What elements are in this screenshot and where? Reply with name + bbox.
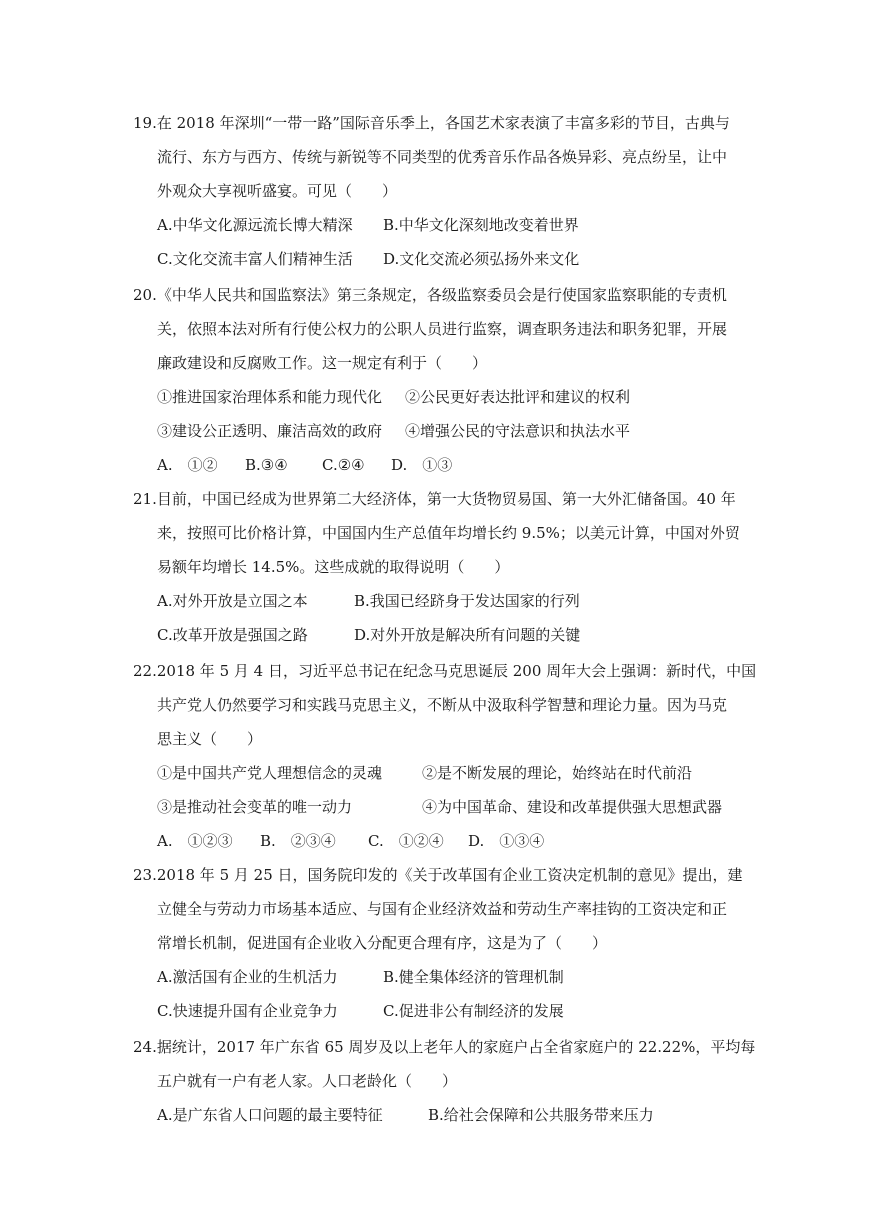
question-20-statement-4: ④增强公民的守法意识和执法水平 [405,422,631,440]
question-20-choice-a: A. ①② [157,456,218,474]
question-20-choice-d: D. ①③ [391,456,453,474]
question-20-line-2: 关，依照本法对所有行使公权力的公职人员进行监察，调查职务违法和职务犯罪，开展 [157,320,728,338]
question-22-choice-b: B. ②③④ [260,832,336,850]
question-19-line-2: 流行、东方与西方、传统与新锐等不同类型的优秀音乐作品各焕异彩、亮点纷呈，让中 [157,148,728,166]
question-19-line-1: 19.在 2018 年深圳“一带一路”国际音乐季上，各国艺术家表演了丰富多彩的节目，古典与 [133,114,730,132]
question-23-option-d: C.促进非公有制经济的发展 [383,1002,564,1020]
question-20-statement-1: ①推进国家治理体系和能力现代化 [157,388,383,406]
question-24-option-b: B.给社会保障和公共服务带来压力 [428,1106,654,1124]
question-21-option-b: B.我国已经跻身于发达国家的行列 [354,592,580,610]
question-23-option-a: A.激活国有企业的生机活力 [157,968,338,986]
question-21-line-3: 易额年均增长 14.5%。这些成就的取得说明（ ） [157,558,510,576]
question-20-choice-c: C.②④ [322,456,365,474]
question-23-line-2: 立健全与劳动力市场基本适应、与国有企业经济效益和劳动生产率挂钩的工资决定和正 [157,900,728,918]
question-23-line-1: 23.2018 年 5 月 25 日，国务院印发的《关于改革国有企业工资决定机制的意见》提出，建 [133,866,743,884]
question-24-line-2: 五户就有一户有老人家。人口老龄化（ ） [157,1072,458,1090]
question-22-choice-c: C. ①②④ [368,832,444,850]
question-19-option-c: C.文化交流丰富人们精神生活 [157,250,353,268]
question-22-statement-3: ③是推动社会变革的唯一动力 [157,798,353,816]
question-24-line-1: 24.据统计，2017 年广东省 65 周岁及以上老年人的家庭户占全省家庭户的 22.22%，平均每 [133,1038,756,1056]
question-22-line-3: 思主义（ ） [157,730,263,748]
question-22-choice-d: D. ①③④ [468,832,545,850]
question-19-option-a: A.中华文化源远流长博大精深 [157,216,353,234]
question-19-option-b: B.中华文化深刻地改变着世界 [383,216,579,234]
question-23-option-b: B.健全集体经济的管理机制 [383,968,564,986]
question-21-option-d: D.对外开放是解决所有问题的关键 [354,626,581,644]
question-19-line-3: 外观众大享视听盛宴。可见（ ） [157,182,398,200]
question-22-line-2: 共产党人仍然要学习和实践马克思主义，不断从中汲取科学智慧和理论力量。因为马克 [157,696,728,714]
question-24-option-a: A.是广东省人口问题的最主要特征 [157,1106,383,1124]
question-23-option-c: C.快速提升国有企业竞争力 [157,1002,338,1020]
question-23-line-3: 常增长机制，促进国有企业收入分配更合理有序，这是为了（ ） [157,934,608,952]
question-21-line-2: 来，按照可比价格计算，中国国内生产总值年均增长约 9.5%；以美元计算，中国对外贸 [157,524,740,542]
question-20-statement-2: ②公民更好表达批评和建议的权利 [405,388,631,406]
question-20-choice-b: B.③④ [245,456,288,474]
question-19-option-d: D.文化交流必须弘扬外来文化 [383,250,580,268]
question-22-statement-1: ①是中国共产党人理想信念的灵魂 [157,764,383,782]
question-22-statement-4: ④为中国革命、建设和改革提供强大思想武器 [422,798,723,816]
question-21-option-c: C.改革开放是强国之路 [157,626,308,644]
question-20-line-1: 20.《中华人民共和国监察法》第三条规定，各级监察委员会是行使国家监察职能的专责机 [133,286,727,304]
question-22-statement-2: ②是不断发展的理论，始终站在时代前沿 [422,764,693,782]
question-22-choice-a: A. ①②③ [157,832,233,850]
question-20-statement-3: ③建设公正透明、廉洁高效的政府 [157,422,383,440]
question-21-line-1: 21.目前，中国已经成为世界第二大经济体，第一大货物贸易国、第一大外汇储备国。40 年 [133,490,736,508]
question-21-option-a: A.对外开放是立国之本 [157,592,308,610]
question-20-line-3: 廉政建设和反腐败工作。这一规定有利于（ ） [157,354,488,372]
question-22-line-1: 22.2018 年 5 月 4 日，习近平总书记在纪念马克思诞辰 200 周年大会上强调：新时代，中国 [133,662,757,680]
